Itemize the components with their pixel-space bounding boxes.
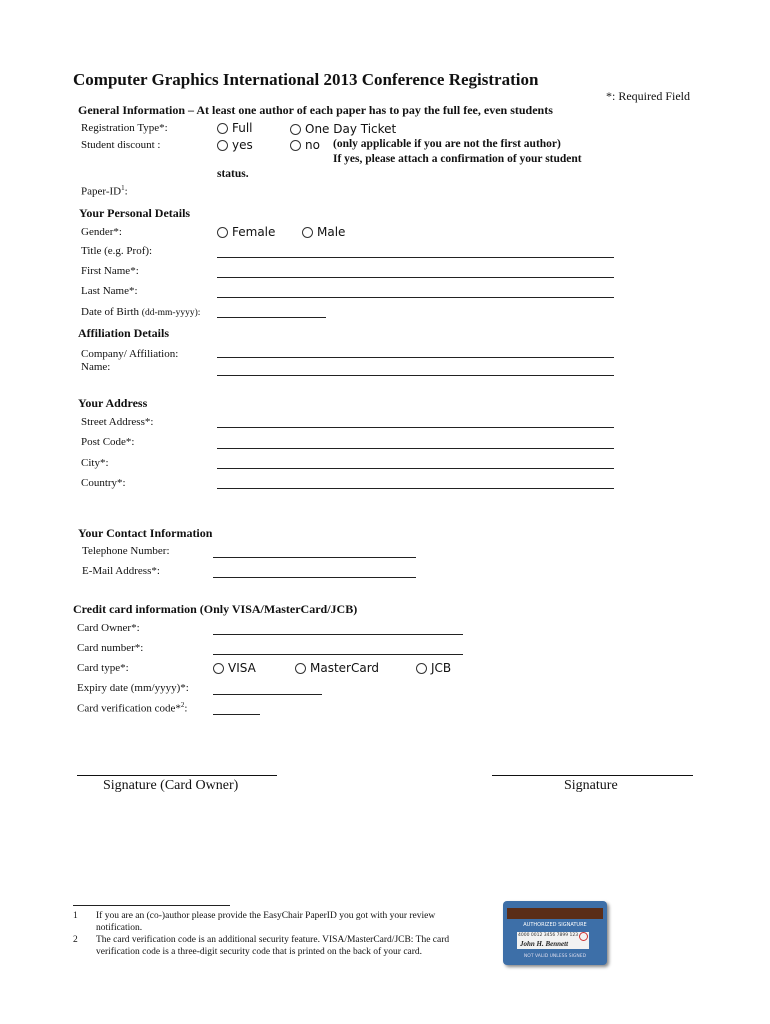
card-type-jcb[interactable] xyxy=(416,661,451,675)
option-full-label: Full xyxy=(232,121,253,135)
dob-text: Date of Birth xyxy=(81,306,140,318)
option-yes-label: yes xyxy=(232,138,253,152)
gender-option-female[interactable] xyxy=(217,225,275,239)
option-visa-label: VISA xyxy=(228,661,256,675)
registration-option-full[interactable] xyxy=(217,121,253,135)
title-label: Title (e.g. Prof): xyxy=(81,245,153,257)
page-title: Computer Graphics International 2013 Conference Registration xyxy=(73,70,539,89)
telephone-field[interactable] xyxy=(213,557,416,558)
radio-male[interactable] xyxy=(302,227,313,238)
expiry-label: Expiry date (mm/yyyy)*: xyxy=(77,682,189,694)
country-label: Country*: xyxy=(81,477,126,489)
card-owner-field[interactable] xyxy=(213,634,463,635)
student-note-1: (only applicable if you are not the first author) xyxy=(333,138,561,150)
street-field[interactable] xyxy=(217,427,614,428)
footnote-1-text: If you are an (co-)author please provide the EasyChair PaperID you got with your review notification. xyxy=(96,911,436,933)
footnote-2-number: 2 xyxy=(73,935,78,945)
expiry-field[interactable] xyxy=(213,694,322,695)
signature-line[interactable] xyxy=(492,775,693,776)
post-code-label: Post Code*: xyxy=(81,436,135,448)
card-number-label: Card number*: xyxy=(77,642,144,654)
dob-format: (dd-mm-yyyy): xyxy=(141,308,201,318)
card-type-visa[interactable] xyxy=(213,661,256,675)
city-field[interactable] xyxy=(217,468,614,469)
card-back-name: John H. Bennett xyxy=(520,940,569,948)
card-code-text: 123 xyxy=(569,933,579,938)
company-field-1[interactable] xyxy=(217,357,614,358)
email-field[interactable] xyxy=(213,577,416,578)
contact-heading: Your Contact Information xyxy=(78,526,213,540)
personal-heading: Your Personal Details xyxy=(79,206,191,220)
paper-id-text: Paper-ID xyxy=(81,185,122,198)
last-name-label: Last Name*: xyxy=(81,285,138,297)
affiliation-heading: Affiliation Details xyxy=(78,326,169,340)
cvc-footnote-ref: 2 xyxy=(180,701,185,709)
footnote-2-text: The card verification code is an additional security feature. VISA/MasterCard/JCB: The card verification code is a three-digit security code that is printed on the back of your card. xyxy=(96,935,450,957)
first-name-field[interactable] xyxy=(217,277,614,278)
gender-option-male[interactable] xyxy=(302,225,345,239)
footnote-1-number: 1 xyxy=(73,911,78,921)
card-owner-signature-label: Signature (Card Owner) xyxy=(103,778,239,793)
company-field-2[interactable] xyxy=(217,375,614,376)
card-strip-label: AUTHORIZED SIGNATURE xyxy=(523,922,587,928)
card-number-text: 4000 0012 3456 7899 xyxy=(518,933,569,938)
first-name-label: First Name*: xyxy=(81,265,139,277)
card-owner-label: Card Owner*: xyxy=(77,622,140,634)
option-mastercard-label: MasterCard xyxy=(310,661,380,675)
card-owner-signature-line[interactable] xyxy=(77,775,277,776)
telephone-label: Telephone Number: xyxy=(82,545,170,557)
email-label: E-Mail Address*: xyxy=(82,565,160,577)
company-label: Company/ Affiliation: xyxy=(81,348,179,360)
general-info-heading: General Information – At least one author of each paper has to pay the full fee, even students xyxy=(78,103,553,117)
street-label: Street Address*: xyxy=(81,416,154,428)
student-note-2: If yes, please attach a confirmation of your student xyxy=(333,153,582,165)
company-label-name: Name: xyxy=(81,361,111,373)
cvc-colon: : xyxy=(184,702,188,715)
option-jcb-label: JCB xyxy=(431,661,452,675)
footnote-separator xyxy=(73,905,230,906)
student-note-3: status. xyxy=(217,168,249,180)
option-male-label: Male xyxy=(317,225,346,239)
required-field-note: *: Required Field xyxy=(606,89,690,103)
last-name-field[interactable] xyxy=(217,297,614,298)
city-label: City*: xyxy=(81,457,109,469)
title-field[interactable] xyxy=(217,257,614,258)
radio-visa[interactable] xyxy=(213,663,224,674)
card-type-mastercard[interactable] xyxy=(295,661,379,675)
card-type-label: Card type*: xyxy=(77,662,129,674)
cvc-text: Card verification code* xyxy=(77,702,181,715)
cvc-highlight-circle xyxy=(579,932,588,941)
student-discount-label: Student discount : xyxy=(81,139,161,151)
dob-label xyxy=(81,306,200,318)
card-bottom-label: NOT VALID UNLESS SIGNED xyxy=(523,954,587,959)
dob-field[interactable] xyxy=(217,317,326,318)
country-field[interactable] xyxy=(217,488,614,489)
radio-one-day[interactable] xyxy=(290,124,301,135)
card-back-image xyxy=(503,901,607,965)
paper-id-footnote-ref: 1 xyxy=(121,184,125,192)
option-no-label: no xyxy=(305,138,320,152)
signature-label: Signature xyxy=(564,778,618,793)
student-option-no[interactable] xyxy=(290,138,320,152)
registration-option-one-day[interactable] xyxy=(290,122,396,136)
cvc-label xyxy=(77,701,187,715)
radio-no[interactable] xyxy=(290,140,301,151)
signature-panel xyxy=(517,932,589,949)
paper-id-label xyxy=(81,184,128,198)
gender-label: Gender*: xyxy=(81,226,122,238)
radio-jcb[interactable] xyxy=(416,663,427,674)
radio-mastercard[interactable] xyxy=(295,663,306,674)
registration-type-label: Registration Type*: xyxy=(81,122,168,134)
radio-full[interactable] xyxy=(217,123,228,134)
magnetic-stripe xyxy=(507,908,603,919)
paper-id-colon: : xyxy=(124,185,128,198)
radio-yes[interactable] xyxy=(217,140,228,151)
post-code-field[interactable] xyxy=(217,448,614,449)
option-female-label: Female xyxy=(232,225,276,239)
card-number-field[interactable] xyxy=(213,654,463,655)
address-heading: Your Address xyxy=(78,396,148,410)
student-option-yes[interactable] xyxy=(217,138,253,152)
card-back-number xyxy=(518,933,578,938)
credit-heading: Credit card information (Only VISA/MasterCard/JCB) xyxy=(73,602,358,616)
cvc-field[interactable] xyxy=(213,714,260,715)
radio-female[interactable] xyxy=(217,227,228,238)
option-one-day-label: One Day Ticket xyxy=(305,122,397,136)
